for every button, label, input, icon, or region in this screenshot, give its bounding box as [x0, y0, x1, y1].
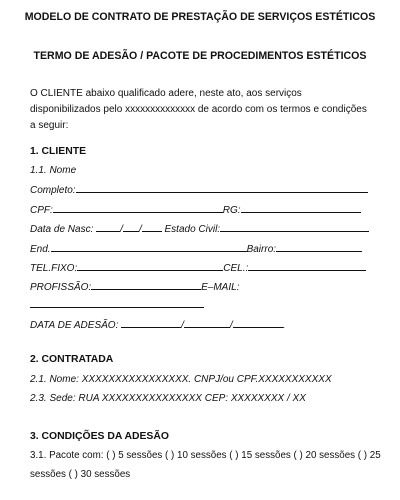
- cel-label: CEL.:: [223, 263, 249, 274]
- document-title: MODELO DE CONTRATO DE PRESTAÇÃO DE SERVIÇOS ESTÉTICOS: [24, 11, 376, 23]
- adesao-month-field[interactable]: [184, 318, 230, 328]
- profissao-label: PROFISSÃO:: [30, 282, 92, 293]
- end-label: End.: [30, 244, 51, 255]
- section-heading-cliente: 1. CLIENTE: [30, 146, 87, 157]
- adesao-year-field[interactable]: [233, 318, 283, 328]
- adesao-day-field[interactable]: [121, 318, 181, 328]
- completo-label: Completo:: [30, 185, 76, 196]
- tel-fixo-label: TEL.FIXO:: [30, 263, 78, 274]
- completo-row: [30, 183, 368, 196]
- section-heading-condicoes: 3. CONDIÇÕES DA ADESÃO: [30, 431, 169, 442]
- telefone-row: [30, 261, 366, 274]
- data-adesao-label: DATA DE ADESÃO:: [30, 320, 119, 331]
- document-subtitle: TERMO DE ADESÃO / PACOTE DE PROCEDIMENTOS ESTÉTICOS: [33, 50, 367, 62]
- email-label: E–MAIL:: [201, 282, 240, 293]
- estado-civil-field[interactable]: [220, 222, 369, 232]
- nasc-month-field[interactable]: [123, 222, 139, 232]
- completo-field[interactable]: [76, 183, 368, 193]
- cel-field[interactable]: [248, 261, 366, 271]
- cpf-label: CPF:: [30, 205, 53, 216]
- nome-label-text: 1.1. Nome: [30, 165, 77, 176]
- cpf-field[interactable]: [53, 203, 223, 213]
- pacote-options-line1: 3.1. Pacote com: ( ) 5 sessões ( ) 10 sessões ( ) 15 sessões ( ) 20 sessões ( ) 25: [30, 450, 381, 461]
- estado-civil-label: Estado Civil:: [164, 224, 221, 235]
- bairro-field[interactable]: [276, 242, 362, 252]
- section-heading-contratada: 2. CONTRATADA: [30, 354, 114, 365]
- nasc-year-field[interactable]: [142, 222, 162, 232]
- contratada-sede: 2.3. Sede: RUA XXXXXXXXXXXXXXX CEP: XXXXXXXX / XX: [30, 393, 306, 404]
- rg-label: RG:: [222, 205, 241, 216]
- email-field[interactable]: [30, 307, 204, 308]
- end-field[interactable]: [51, 242, 247, 252]
- profissao-field[interactable]: [91, 280, 201, 290]
- pacote-options-line2: sessões ( ) 30 sessões: [30, 469, 131, 480]
- profissao-email-row: [30, 280, 239, 293]
- nasc-day-field[interactable]: [96, 222, 120, 232]
- nasc-estado-civil-row: Data de Nasc: / / Estado Civil:: [30, 222, 369, 235]
- data-adesao-row: DATA DE ADESÃO: / / .: [30, 320, 286, 331]
- data-nasc-label: Data de Nasc:: [30, 224, 94, 235]
- endereco-row: [30, 242, 362, 255]
- intro-paragraph: O CLIENTE abaixo qualificado adere, neste ato, aos serviços disponibilizados pelo xxxxxxxxxxxxxx de acordo com os termos e condições a seguir:: [30, 88, 367, 131]
- tel-fixo-field[interactable]: [77, 261, 223, 271]
- cpf-rg-row: [30, 203, 361, 216]
- rg-field[interactable]: [241, 203, 361, 213]
- nome-label: [30, 165, 76, 176]
- bairro-label: Bairro:: [246, 244, 277, 255]
- contratada-nome: 2.1. Nome: XXXXXXXXXXXXXXXX. CNPJ/ou CPF.XXXXXXXXXXX: [30, 374, 332, 385]
